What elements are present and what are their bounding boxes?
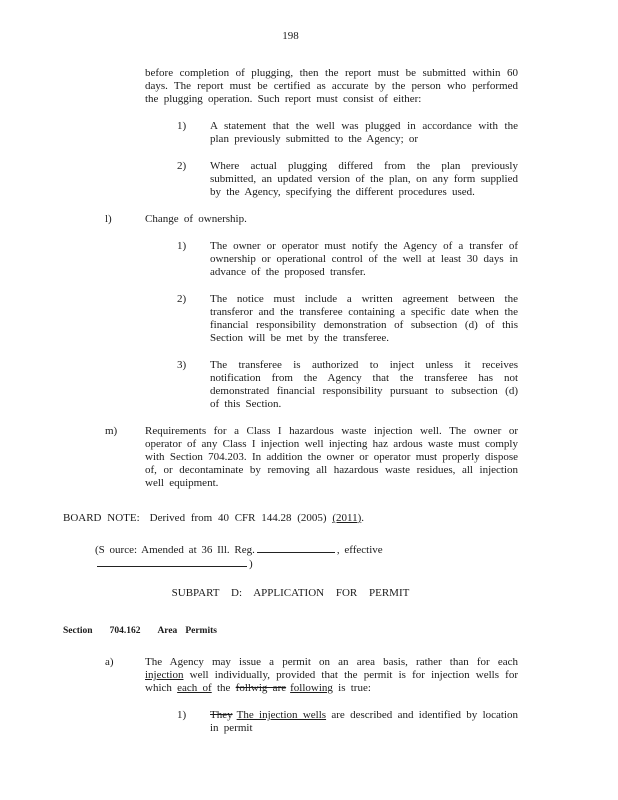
board-note-period: . bbox=[361, 512, 364, 524]
source-effective: effective bbox=[344, 544, 383, 556]
list-item-l bbox=[63, 213, 518, 226]
item-label: l) bbox=[105, 213, 112, 225]
item-label: 1) bbox=[177, 240, 187, 252]
text-run: are described and identified by location in permit bbox=[210, 709, 519, 734]
underlined-text: The injection wells bbox=[236, 709, 327, 721]
item-text: The transferee is authorized to inject unless it receives notification from the Agency that the transferee has not demonstrated financial responsibility pursuant to subsection (d) of this Section. bbox=[210, 359, 518, 410]
list-item-k1 bbox=[63, 120, 518, 146]
item-label: 3) bbox=[177, 359, 187, 371]
board-note-label: BOARD NOTE: bbox=[63, 512, 140, 524]
list-item-l3 bbox=[63, 359, 518, 411]
text-run: The Agency may issue a permit on an area basis, rather than for each bbox=[145, 656, 518, 668]
text-run: the bbox=[211, 682, 236, 694]
item-text bbox=[210, 709, 518, 735]
section-title-area: Area bbox=[157, 626, 178, 636]
underlined-text: following bbox=[290, 682, 333, 694]
board-note-revision: (2011) bbox=[332, 512, 362, 524]
source-text: Amended at 36 Ill. Reg. bbox=[141, 544, 255, 556]
section-title-permits: Permits bbox=[185, 626, 217, 636]
text-run: well individually, provided that the permit is for injection wells for which bbox=[145, 669, 518, 694]
item-text: The owner or operator must notify the Agency of a transfer of ownership or operational control of the well at least 30 days in advance of the proposed transfer. bbox=[210, 240, 518, 278]
item-text: Requirements for a Class I hazardous waste injection well. The owner or operator of any Class I injection well injecting haz ardous waste must comply with Section 704.203. In addition the owner or operator must properly dispose of, or decontaminate by removing all hazardous waste residues, all injection well equipment. bbox=[145, 425, 518, 489]
board-note-text: Derived from 40 CFR 144.28 (2005) bbox=[149, 512, 327, 524]
text-run: is true: bbox=[332, 682, 371, 694]
subpart-heading: SUBPART D: APPLICATION FOR PERMIT bbox=[171, 587, 410, 599]
list-item-a1 bbox=[63, 709, 518, 735]
struck-text: They bbox=[210, 709, 233, 721]
blank-line bbox=[97, 557, 247, 567]
list-item-l2 bbox=[63, 293, 518, 345]
section-number: 704.162 bbox=[109, 626, 141, 636]
item-label: a) bbox=[105, 656, 114, 668]
item-label: 1) bbox=[177, 120, 187, 132]
item-text: Where actual plugging differed from the plan previously submitted, an updated version of the plan, on any form supplied by the Agency, specifying the different procedures used. bbox=[210, 160, 518, 198]
item-label: 1) bbox=[177, 709, 187, 721]
list-item-a bbox=[63, 656, 518, 695]
source-line bbox=[95, 543, 518, 571]
section-word: Section bbox=[63, 626, 93, 636]
underlined-text: each of bbox=[177, 682, 212, 694]
list-item-l1 bbox=[63, 240, 518, 279]
struck-text: follwig are bbox=[235, 682, 287, 694]
source-label: (S ource: bbox=[95, 544, 138, 556]
item-label: m) bbox=[105, 425, 118, 437]
blank-line bbox=[257, 543, 335, 553]
item-text: A statement that the well was plugged in accordance with the plan previously submitted to the Agency; or bbox=[210, 120, 518, 145]
item-label: 2) bbox=[177, 160, 187, 172]
source-close-paren: ) bbox=[249, 558, 253, 570]
item-label: 2) bbox=[177, 293, 187, 305]
section-heading bbox=[63, 625, 518, 638]
page-number: 198 bbox=[282, 30, 299, 42]
item-text: The notice must include a written agreement between the transferor and the transferee containing a specific date when the financial responsibility demonstration of subsection (d) of this Section will be met by the transferee. bbox=[210, 293, 518, 344]
continuation-paragraph: before completion of plugging, then the report must be submitted within 60 days. The report must be certified as accurate by the person who performed the plugging operation. Such report must consist of either: bbox=[145, 67, 518, 105]
underlined-text: injection bbox=[145, 669, 184, 681]
item-text: Change of ownership. bbox=[145, 213, 247, 225]
list-item-m bbox=[63, 425, 518, 490]
source-comma: , bbox=[336, 544, 340, 556]
list-item-k2 bbox=[63, 160, 518, 199]
board-note bbox=[63, 512, 518, 525]
item-text bbox=[145, 656, 518, 695]
